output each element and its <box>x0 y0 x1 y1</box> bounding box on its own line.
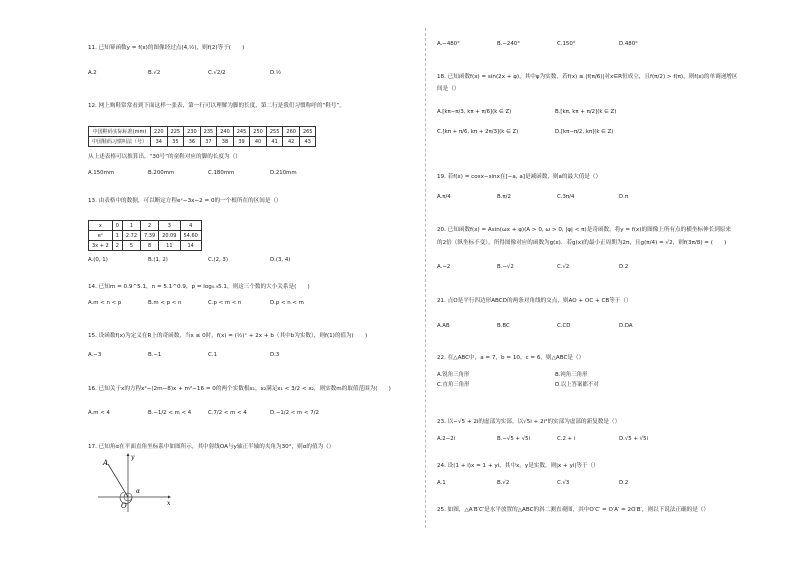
table-cell: 54.60 <box>180 231 201 241</box>
table-cell: 37 <box>200 137 217 147</box>
q20-option-c[interactable]: C.√2 <box>557 264 570 270</box>
table-cell: 8 <box>141 241 159 251</box>
q19-option-a[interactable]: A.π/4 <box>437 194 451 200</box>
table-cell: 250 <box>250 127 267 137</box>
q14-option-b[interactable]: B.m < p < n <box>148 300 182 306</box>
table-cell: 11 <box>159 241 180 251</box>
q20-option-d[interactable]: D.2 <box>619 264 629 270</box>
q17-figure <box>94 452 174 514</box>
table-row <box>89 127 316 137</box>
q16-option-d[interactable]: D.−1/2 < m < 7/2 <box>270 410 319 416</box>
q20-option-a[interactable]: A.−2 <box>437 264 451 270</box>
table-cell: 1 <box>112 231 122 241</box>
q15-option-a[interactable]: A.−3 <box>88 352 102 358</box>
q16-option-a[interactable]: A.m < 4 <box>88 410 110 416</box>
table-cell: 38 <box>217 137 234 147</box>
q15-option-c[interactable]: C.1 <box>208 352 217 358</box>
q13-option-c[interactable]: C.(2, 3) <box>208 257 228 263</box>
alpha-label: α <box>136 488 141 495</box>
q15-stem: 15. 设函数f(x)为定义在R上的奇函数，当x ≤ 0时，f(x) = (½)ˣ + 2x + b（其中b为实数），则f(1)的值为( ) <box>88 333 368 339</box>
table-cell: 5 <box>122 241 140 251</box>
q11-option-c[interactable]: C.√2/2 <box>208 70 226 76</box>
table-cell: 3 <box>159 221 180 231</box>
table-cell: 20.09 <box>159 231 180 241</box>
point-a-label: A <box>103 459 109 467</box>
q17-option-b[interactable]: B.−240° <box>497 41 520 47</box>
q16-stem: 16. 已知关于x的方程x²−(2m−8)x + m²−16 = 0的两个实数根x₁，x₂满足x₁ < 3/2 < x₂，则实数m的取值范围为( ) <box>88 386 391 392</box>
q14-stem: 14. 已知m = 0.9^5.1，n = 5.1^0.9，p = log₀.₉5.1，则这三个数的大小关系是( ) <box>88 284 310 290</box>
q23-option-d[interactable]: D.√5 + √5i <box>619 436 649 442</box>
q23-option-c[interactable]: C.2 + i <box>557 436 576 442</box>
table-cell: 2 <box>141 221 159 231</box>
table-cell: 245 <box>233 127 250 137</box>
q18-option-a[interactable]: A.[kπ−π/3, kπ + π/6](k ∈ Z) <box>437 109 512 115</box>
table-cell: 3x + 2 <box>89 241 113 251</box>
q21-option-d[interactable]: D.DA <box>619 323 633 329</box>
q24-option-b[interactable]: B.√2 <box>497 480 510 486</box>
table-cell: 2 <box>112 241 122 251</box>
table-cell: 中国鞋码习惯叫法（号） <box>89 137 151 147</box>
table-cell: 255 <box>266 127 283 137</box>
q13-stem: 13. 由表格中的数据，可以断定方程eˣ−3x−2 = 0的一个根所在的区间是（） <box>88 198 282 204</box>
q15-option-b[interactable]: B.−1 <box>148 352 162 358</box>
q12-option-b[interactable]: B.200mm <box>148 170 175 176</box>
q14-option-c[interactable]: C.p < m < n <box>208 300 242 306</box>
q12-stem: 12. 网上购鞋常常看到下面这样一张表，第一行可以理解为脚的长度，第二行是我们习惯称呼的“鞋号”。 <box>88 103 346 109</box>
q12-followup: 从上述表格可以推算出，“30号”的童鞋对应的脚的长度为（） <box>88 154 241 160</box>
q11-stem: 11. 已知幂函数y = f(x)的图像经过点(4,½)，则f(2)等于( ) <box>88 45 245 51</box>
table-cell: 43 <box>299 137 316 147</box>
table-cell: 1 <box>122 221 140 231</box>
q25-stem: 25. 如图，△A′B′C′是水平放置的△ABC的斜二测直观图，其中O′C′ = O′A′ = 2O′B′，则以下说法正确的是（） <box>437 507 709 513</box>
q18-option-c[interactable]: C.[kπ + π/6, kπ + 2π/3](k ∈ Z) <box>437 129 519 135</box>
y-axis-arrow-icon <box>127 453 130 456</box>
table-cell: eˣ <box>89 231 113 241</box>
q19-stem: 19. 若f(x) = cosx−sinx在[−a, a]是减函数，则a的最大值是（） <box>437 174 602 180</box>
q15-option-d[interactable]: D.3 <box>270 352 280 358</box>
x-axis-label: x <box>167 500 171 507</box>
q20-option-b[interactable]: B.−√2 <box>497 264 514 270</box>
q23-option-a[interactable]: A.2−2i <box>437 436 456 442</box>
x-axis-arrow-icon <box>168 496 171 499</box>
q14-option-d[interactable]: D.p < n < m <box>270 300 304 306</box>
q24-option-a[interactable]: A.1 <box>437 480 446 486</box>
q22-option-d[interactable]: D.以上答案都不对 <box>555 382 599 388</box>
table-cell: 36 <box>184 137 201 147</box>
q18-option-b[interactable]: B.[kπ, kπ + π/2](k ∈ Z) <box>555 109 617 115</box>
y-axis-label: y <box>131 454 135 461</box>
table-cell: 40 <box>250 137 267 147</box>
q24-option-d[interactable]: D.2 <box>619 480 629 486</box>
origin-label: O <box>121 502 127 510</box>
q22-stem: 22. 在△ABC中，a = 7，b = 10，c = 6，则△ABC是（） <box>437 355 585 361</box>
ray-oa <box>108 464 128 497</box>
q23-option-b[interactable]: B.−√5 + √5i <box>497 436 531 442</box>
q21-option-a[interactable]: A.AB <box>437 323 450 329</box>
q13-table <box>88 220 202 251</box>
table-cell: 260 <box>283 127 300 137</box>
table-cell: 4 <box>180 221 201 231</box>
table-row <box>89 137 316 147</box>
q23-stem: 23. 以−√5 + 2i的虚部为实部，以√5i + 2i²的实部为虚部的新复数是（） <box>437 419 621 425</box>
q12-option-c[interactable]: C.180mm <box>208 170 235 176</box>
table-cell: 265 <box>299 127 316 137</box>
table-cell: 7.39 <box>141 231 159 241</box>
q17-option-d[interactable]: D.480° <box>619 41 638 47</box>
q22-options <box>437 370 767 390</box>
table-cell: 34 <box>151 137 168 147</box>
q18-option-d[interactable]: D.[kπ−π/2, kπ](k ∈ Z) <box>555 129 614 135</box>
q13-option-d[interactable]: D.(3, 4) <box>270 257 291 263</box>
q16-option-c[interactable]: C.7/2 < m < 4 <box>208 410 247 416</box>
q11-option-d[interactable]: D.½ <box>270 70 282 76</box>
table-row <box>89 221 202 231</box>
table-cell: 2.72 <box>122 231 140 241</box>
q17-option-c[interactable]: C.150° <box>557 41 576 47</box>
table-row <box>89 241 202 251</box>
q22-option-a[interactable]: A.锐角三角形 <box>437 372 470 378</box>
table-cell: 230 <box>184 127 201 137</box>
table-cell: x <box>89 221 113 231</box>
q19-option-d[interactable]: D.π <box>619 194 629 200</box>
q13-option-b[interactable]: B.(1, 2) <box>148 257 168 263</box>
q19-option-b[interactable]: B.π/2 <box>497 194 511 200</box>
q11-option-a[interactable]: A.2 <box>88 70 97 76</box>
q17-stem: 17. 已知角α在平面直角坐标系中如图所示，其中射线OA与y轴正半轴的夹角为30°，则α的值为（） <box>88 444 335 450</box>
q11-option-b[interactable]: B.√2 <box>148 70 161 76</box>
q17-option-a[interactable]: A.−480° <box>437 41 460 47</box>
q24-option-c[interactable]: C.√3 <box>557 480 570 486</box>
q22-option-c[interactable]: C.直角三角形 <box>437 382 470 388</box>
table-cell: 35 <box>167 137 184 147</box>
q21-stem: 21. 点O是平行四边形ABCD的两条对角线的交点，则AO + OC + CB等于（） <box>437 298 632 304</box>
q12-option-d[interactable]: D.210mm <box>270 170 297 176</box>
table-cell: 42 <box>283 137 300 147</box>
q24-stem: 24. 设(1 + i)x = 1 + yi，其中x，y是实数，则|x + yi|等于（） <box>437 463 599 469</box>
q12-table <box>88 126 316 147</box>
table-cell: 14 <box>180 241 201 251</box>
table-cell: 240 <box>217 127 234 137</box>
q19-option-c[interactable]: C.3π/4 <box>557 194 575 200</box>
q13-option-a[interactable]: A.(0, 1) <box>88 257 108 263</box>
q21-option-c[interactable]: C.CD <box>557 323 571 329</box>
table-cell: 220 <box>151 127 168 137</box>
column-divider <box>425 28 426 528</box>
q14-option-a[interactable]: A.m < n < p <box>88 300 122 306</box>
table-cell: 中国鞋码实际标准(mm) <box>89 127 151 137</box>
table-cell: 41 <box>266 137 283 147</box>
q21-option-b[interactable]: B.BC <box>497 323 510 329</box>
q16-option-b[interactable]: B.−1/2 < m < 4 <box>148 410 192 416</box>
table-cell: 0 <box>112 221 122 231</box>
table-row <box>89 231 202 241</box>
q22-option-b[interactable]: B.钝角三角形 <box>555 372 588 378</box>
q20-stem: 20. 已知函数f(x) = Asin(ωx + φ)(A > 0, ω > 0, |φ| < π)是奇函数，将y = f(x)的图像上所有点的横坐标伸长到原来 <box>437 227 731 233</box>
q18-stem: 18. 已知函数f(x) = sin(2x + φ)，其中φ为实数，若f(x) ≤ |f(π/6)|对x∈R恒成立，且f(π/2) > f(π)，则f(x)的单调递增区 <box>437 74 738 80</box>
q18-stem-cont: 间是（） <box>437 86 460 92</box>
q20-stem-cont: 的2倍（纵坐标不变），所得图像对应的函数为g(x)．若g(x)的最小正周期为2π，且g(π/4) = √2，则f(3π/8) = ( ) <box>437 240 727 246</box>
table-cell: 39 <box>233 137 250 147</box>
q18-options <box>437 109 767 133</box>
table-cell: 235 <box>200 127 217 137</box>
table-cell: 225 <box>167 127 184 137</box>
q12-option-a[interactable]: A.150mm <box>88 170 115 176</box>
